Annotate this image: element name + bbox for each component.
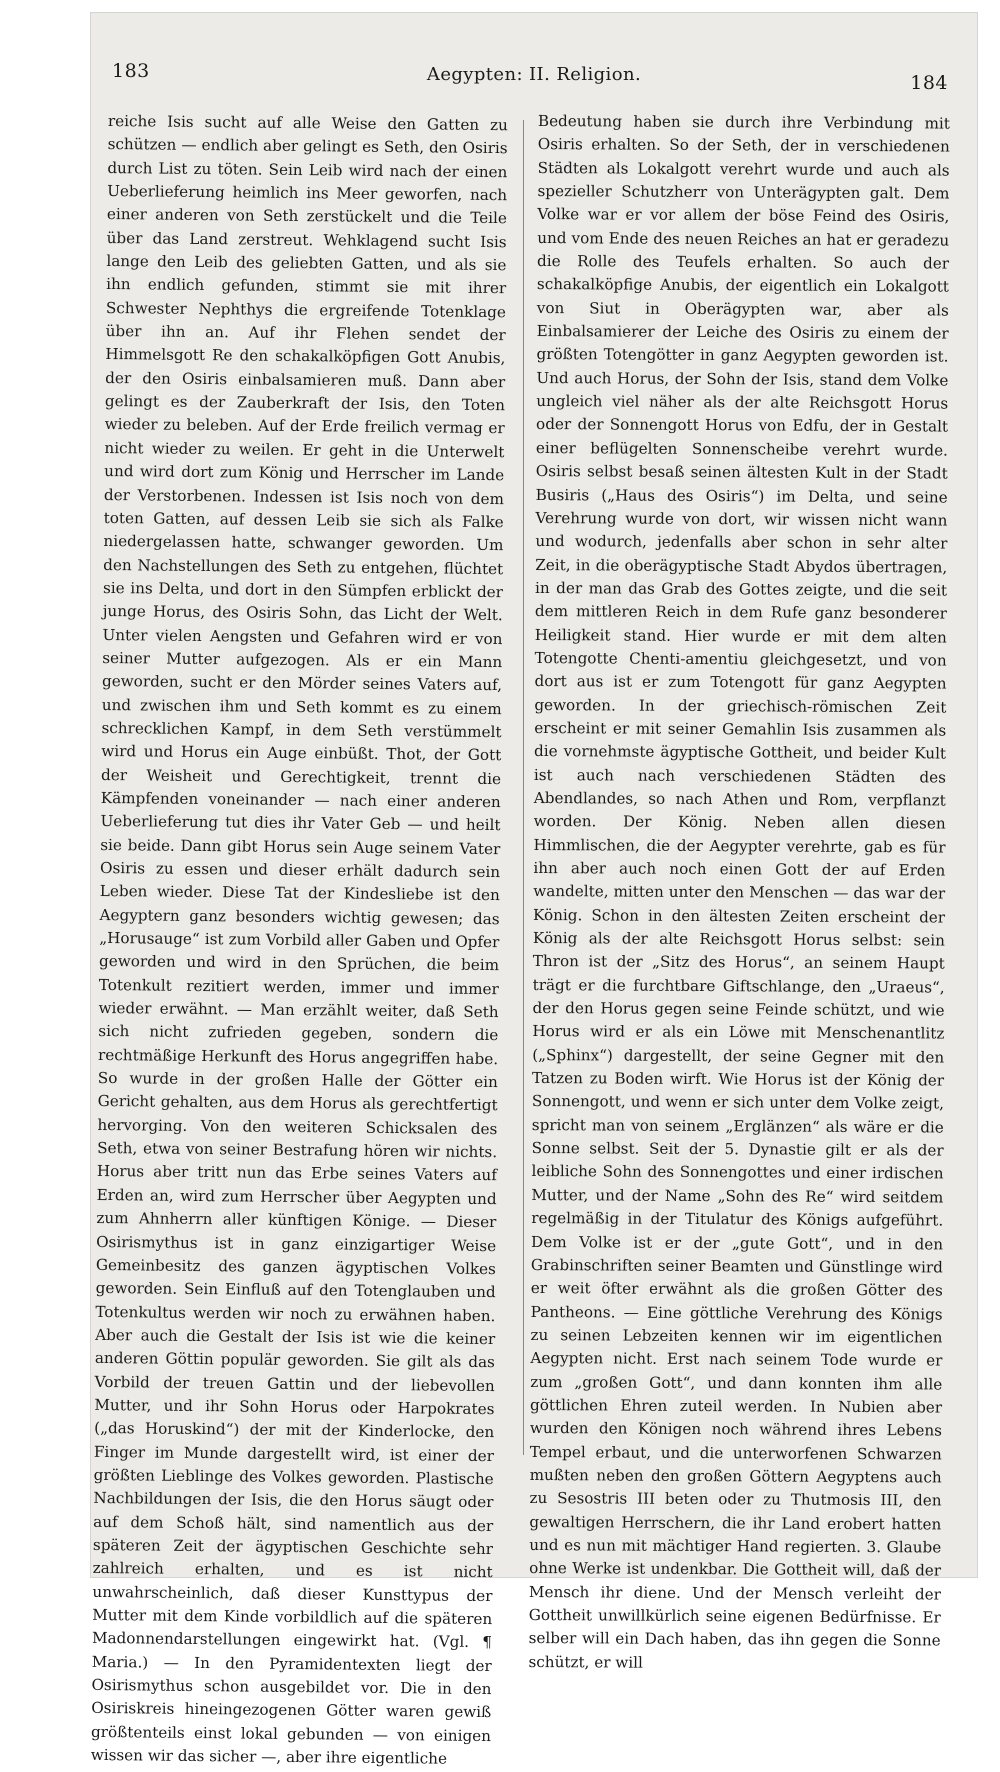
book-page — [90, 12, 978, 1768]
running-header-title: Aegypten: II. Religion. — [426, 64, 642, 85]
column-divider — [523, 120, 524, 1455]
page-number-left: 183 — [112, 60, 150, 82]
body-text-left: reiche Isis sucht auf alle Weise den Gatten zu schützen — endlich aber gelingt es Seth, den Osiris durch List zu töten. Sein Leib wird nach der einen Ueberlieferung heimlich ins Meer geworfen, nach einer anderen von Seth zerstückelt und die Teile über das Land zerstreut. Wehklagend sucht Isis lange den Leib des geliebten Gatten, und als sie ihn endlich gefunden, stimmt sie mit ihrer Schwester Nephthys die ergreifende Totenklage über ihn an. Auf ihr Flehen sendet der Himmelsgott Re den schakalköpfigen Gott Anubis, der den Osiris einbalsamieren muß. Dann aber gelingt es der Zauberkraft der Isis, den Toten wieder zu beleben. Auf der Erde freilich vermag er nicht wieder zu weilen. Er geht in die Unterwelt und wird dort zum König und Herrscher im Lande der Verstorbenen. Indessen ist Isis noch von dem toten Gatten, auf dessen Leib sie sich als Falke niedergelassen hatte, schwanger geworden. Um den Nachstellungen des Seth zu entgehen, flüchtet sie ins Delta, und dort in den Sümpfen erblickt der junge Horus, des Osiris Sohn, das Licht der Welt. Unter vielen Aengsten und Gefahren wird er von seiner Mutter aufgezogen. Als er ein Mann geworden, sucht er den Mörder seines Vaters auf, und zwischen ihm und Seth kommt es zu einem schrecklichen Kampf, in dem Seth verstümmelt wird und Horus ein Auge einbüßt. Thot, der Gott der Weisheit und Gerechtigkeit, trennt die Kämpfenden voneinander — nach einer anderen Ueberlieferung tut dies ihr Vater Geb — und heilt sie beide. Dann gibt Horus sein Auge seinem Vater Osiris zu essen und dieser erhält dadurch sein Leben wieder. Diese Tat der Kindesliebe ist den Aegyptern ganz besonders wichtig gewesen; das „Horusauge“ ist zum Vorbild aller Gaben und Opfer geworden und wird in den Sprüchen, die beim Totenkult rezitiert werden, immer und immer wieder erwähnt. — Man erzählt weiter, daß Seth sich nicht zufrieden gegeben, sondern die rechtmäßige Herkunft des Horus angegriffen habe. So wurde in der großen Halle der Götter ein Gericht gehalten, aus dem Horus als gerechtfertigt hervorging. Von den weiteren Schicksalen des Seth, etwa von seiner Bestrafung hören wir nichts. Horus aber tritt nun das Erbe seines Vaters auf Erden an, wird zum Herrscher über Aegypten und zum Ahnherrn aller künftigen Könige. — Dieser Osirismythus ist in ganz einzigartiger Weise Gemeinbesitz des ganzen ägyptischen Volkes geworden. Sein Einfluß auf den Totenglauben und Totenkultus werden wir noch zu erwähnen haben. Aber auch die Gestalt der Isis ist wie die keiner anderen Göttin populär geworden. Sie gilt als das Vorbild der treuen Gattin und der liebevollen Mutter, und ihr Sohn Horus oder Harpokrates („das Horuskind“) der mit der Kinderlocke, den Finger im Munde dargestellt wird, ist einer der größten Lieblinge des Volkes geworden. Plastische Nachbildungen der Isis, die den Horus säugt oder auf dem Schoß hält, sind namentlich aus der späteren Zeit der ägyptischen Geschichte sehr zahlreich erhalten, und es ist nicht unwahrscheinlich, daß dieser Kunsttypus der Mutter mit dem Kinde vorbildlich auf die späteren Madonnendarstellungen eingewirkt hat. (Vgl. ¶ Maria.) — In den Pyramidentexten liegt der Osirismythus schon ausgebildet vor. Die in den Osiriskreis hineingezogenen Götter waren gewiß größtenteils einst lokal gebunden — von einigen wissen wir das sicher —, aber ihre eigentliche — [90, 111, 508, 1768]
body-text-right: Bedeutung haben sie durch ihre Verbindung mit Osiris erhalten. So der Seth, der in verschiedenen Städten als Lokalgott verehrt wurde und auch als spezieller Schutzherr von Unterägypten galt. Dem Volke war er vor allem der böse Feind des Osiris, und vom Ende des neuen Reiches an hat er geradezu die Rolle des Teufels erhalten. So auch der schakalköpfige Anubis, der eigentlich ein Lokalgott von Siut in Oberägypten war, aber als Einbalsamierer der Leiche des Osiris zu einem der größten Totengötter in ganz Aegypten geworden ist. Und auch Horus, der Sohn der Isis, stand dem Volke ungleich viel näher als der alte Reichsgott Horus oder der Sonnengott Horus von Edfu, der in Gestalt einer beflügelten Sonnenscheibe verehrt wurde. Osiris selbst besaß seinen ältesten Kult in der Stadt Busiris („Haus des Osiris“) im Delta, und seine Verehrung wurde von dort, wir wissen nicht wann und wodurch, jedenfalls aber schon in sehr alter Zeit, in die oberägyptische Stadt Abydos übertragen, in der man das Grab des Gottes zeigte, und die seit dem mittleren Reich in dem Rufe ganz besonderer Heiligkeit stand. Hier wurde er mit dem alten Totengotte Chenti-amentiu gleichgesetzt, und von dort aus ist er zum Totengott für ganz Aegypten geworden. In der griechisch-römischen Zeit erscheint er mit seiner Gemahlin Isis zusammen als die vornehmste ägyptische Gottheit, und beider Kult ist auch nach verschiedenen Städten des Abendlandes, so nach Athen und Rom, verpflanzt worden. Der König. Neben allen diesen Himmlischen, die der Aegypter verehrte, gab es für ihn aber auch noch einen Gott der auf Erden wandelte, mitten unter den Menschen — das war der König. Schon in den ältesten Zeiten erscheint der König als der alte Reichsgott Horus selbst: sein Thron ist der „Sitz des Horus“, an seinem Haupt trägt er die furchtbare Giftschlange, den „Uraeus“, der den Horus gegen seine Feinde schützt, und wie Horus wird er als ein Löwe mit Menschenantlitz („Sphinx“) dargestellt, der seine Gegner mit den Tatzen zu Boden wirft. Wie Horus ist der König der Sonnengott, und wenn er sich unter dem Volke zeigt, spricht man von seinem „Erglänzen“ als wäre er die Sonne selbst. Seit der 5. Dynastie gilt er als der leibliche Sohn des Sonnengottes und einer irdischen Mutter, und der Name „Sohn des Re“ wird seitdem regelmäßig in der Titulatur des Königs aufgeführt. Dem Volke ist er der „gute Gott“, und in den Grabinschriften seiner Beamten und Günstlinge wird er weit öfter erwähnt als die großen Götter des Pantheons. — Eine göttliche Verehrung des Königs zu seinen Lebzeiten kennen wir im eigentlichen Aegypten nicht. Erst nach seinem Tode wurde er zum „großen Gott“, und dann konnten ihm alle göttlichen Ehren zuteil werden. In Nubien aber wurden den Königen noch während ihres Lebens Tempel erbaut, und die unterworfenen Schwarzen mußten neben den großen Göttern Aegyptens auch zu Sesostris III beten oder zu Thutmosis III, den gewaltigen Herrschern, die ihr Land erobert hatten und es nun mit mächtiger Hand regierten. 3. Glaube ohne Werke ist undenkbar. Die Gottheit will, daß der Mensch ihr diene. Und der Mensch verleiht der Gottheit unwillkürlich seine eigenen Bedürfnisse. Er selber will ein Dach haben, das ihn gegen die Sonne schützt, er will — [528, 111, 950, 1672]
text-column-right — [528, 110, 950, 1672]
page-number-right: 184 — [910, 72, 948, 94]
text-column-left — [90, 110, 508, 1768]
